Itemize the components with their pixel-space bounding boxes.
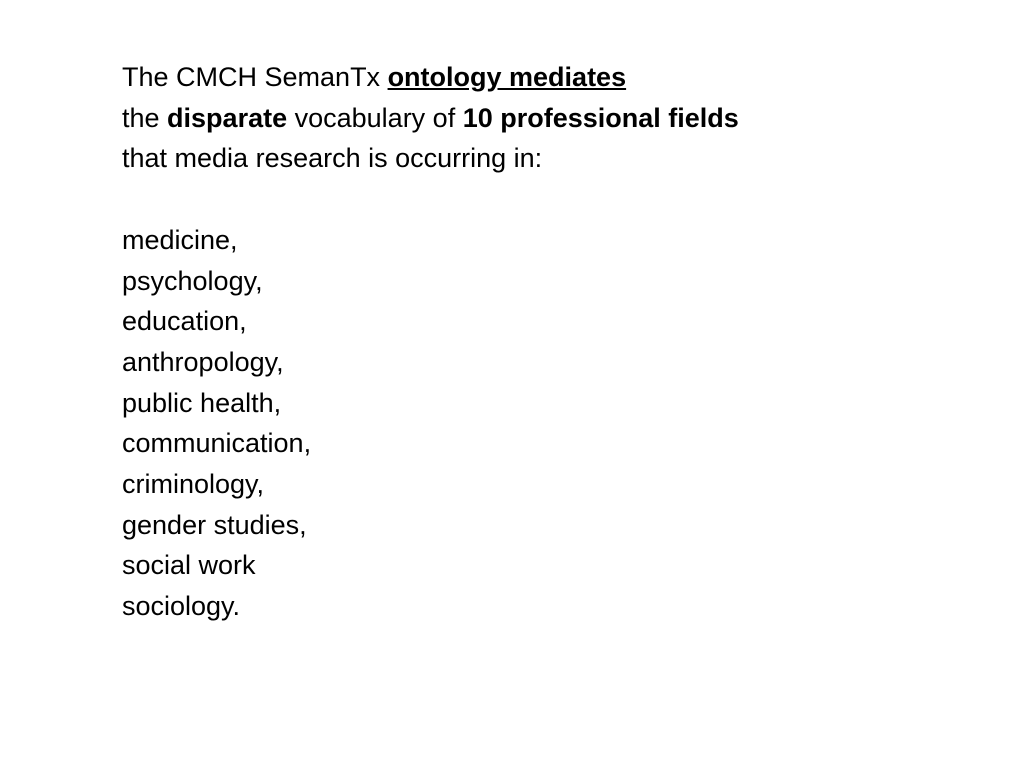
field-item-psychology: psychology, <box>122 265 263 296</box>
field-item-anthropology: anthropology, <box>122 346 284 377</box>
intro-line-2-pre: the <box>122 102 168 133</box>
field-item-communication: communication, <box>122 428 312 459</box>
intro-line-1-text: The CMCH SemanTx <box>122 62 388 92</box>
field-item-gender-studies: gender studies, <box>122 509 307 540</box>
professional-fields-emphasis: 10 professional fields <box>462 102 739 133</box>
field-item-criminology: criminology, <box>122 469 265 500</box>
field-item-education: education, <box>122 306 247 337</box>
spacer <box>122 179 739 220</box>
field-list <box>122 220 739 627</box>
field-item-medicine: medicine, <box>122 224 238 255</box>
intro-line-2 <box>122 98 739 139</box>
field-item-public-health: public health, <box>122 387 282 418</box>
disparate-emphasis: disparate <box>167 102 288 133</box>
intro-line-3: that media research is occurring in: <box>122 143 543 174</box>
intro-line-2-mid: vocabulary of <box>287 102 463 133</box>
field-item-sociology: sociology. <box>122 591 241 622</box>
field-item-social-work: social work <box>122 550 256 581</box>
ontology-mediates-emphasis: ontology mediates <box>387 62 627 92</box>
slide-body <box>122 57 739 627</box>
intro-line-1 <box>122 57 739 98</box>
